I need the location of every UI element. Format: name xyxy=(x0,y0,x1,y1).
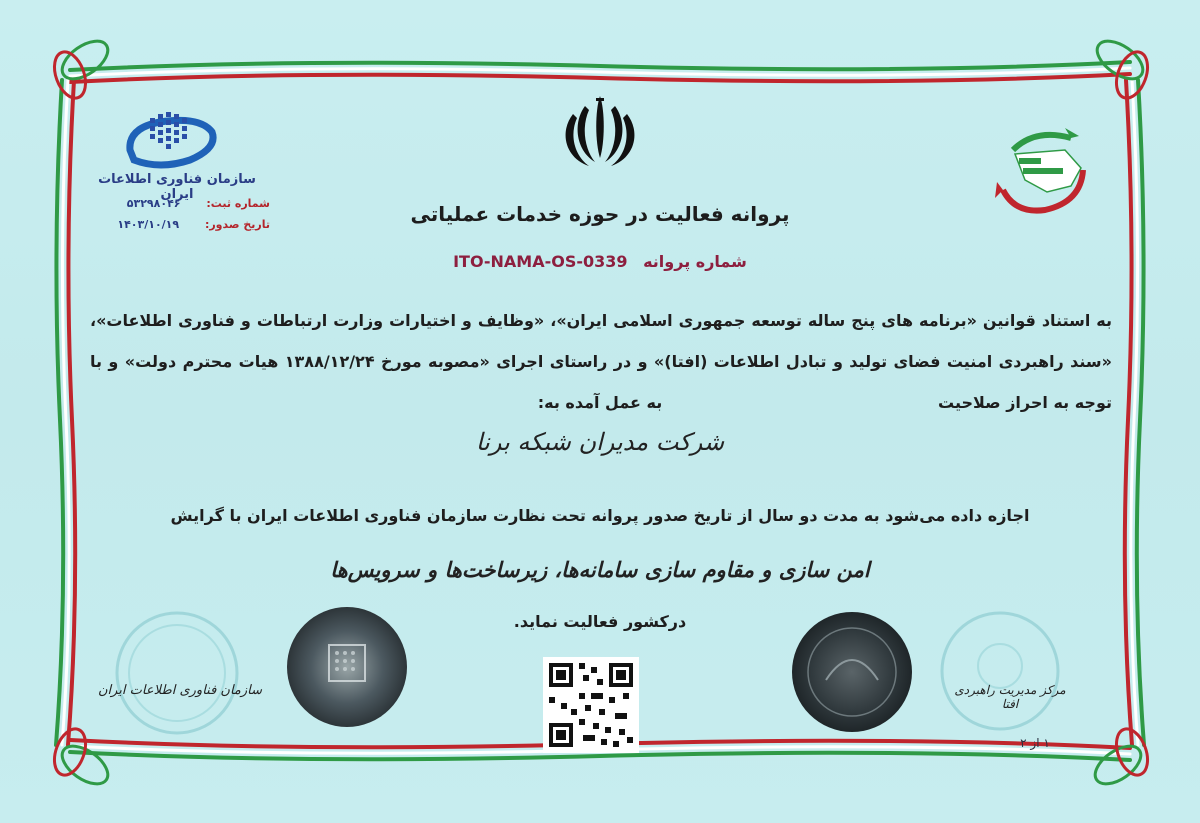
right-signature: مرکز مدیریت راهبردی افتا xyxy=(954,683,1066,711)
seal-stamp-icon xyxy=(92,608,262,738)
left-signature: سازمان فناوری اطلاعات ایران xyxy=(97,683,263,698)
hologram-icon xyxy=(790,610,915,735)
license-number-line xyxy=(0,252,1200,271)
organization-name: سازمان فناوری اطلاعات ایران xyxy=(98,172,256,202)
seal-stamp-icon xyxy=(925,606,1075,736)
page-number: ۱ از ۲ xyxy=(1020,736,1050,750)
registration-label: شماره ثبت: xyxy=(206,197,270,210)
certificate-title: پروانه فعالیت در حوزه خدمات عملیاتی xyxy=(410,202,790,226)
qr-code-icon xyxy=(543,657,639,753)
issue-date-value: ۱۴۰۳/۱۰/۱۹ xyxy=(117,218,180,231)
closing-text: درکشور فعالیت نماید. xyxy=(513,612,687,631)
legal-paragraph: به استناد قوانین «برنامه های پنج ساله توسعه جمهوری اسلامی ایران»، «وظایف و اختیارات وزارت ارتباطات و فناوری اطلاعات»، «سند راهبردی امنیت فضای تولید و تبادل اطلاعات (افتا)» و در راستای اجرای «مصوبه مورخ ۱۳۸۸/۱۲/۲۴ هیات محترم دولت» و با توجه به احراز صلاحیت xyxy=(90,311,1113,412)
issue-date-label: تاریخ صدور: xyxy=(204,218,270,231)
recipient-intro: به عمل آمده به: xyxy=(537,393,663,412)
license-number: ITO-NAMA-OS-0339 xyxy=(453,252,628,271)
ito-logo-icon xyxy=(120,108,220,178)
iran-emblem-icon xyxy=(555,92,645,172)
recipient-name: شرکت مدیران شبکه برنا xyxy=(475,428,725,456)
license-label: شماره پروانه xyxy=(643,252,747,271)
registration-value: ۵۳۲۹۸۰۴۶ xyxy=(126,197,181,210)
permission-text: اجازه داده می‌شود به مدت دو سال از تاریخ صدور پروانه تحت نظارت سازمان فناوری اطلاعات ایران با گرایش xyxy=(170,506,1030,525)
hologram-icon xyxy=(285,605,410,730)
specialty-text: امن سازی و مقاوم سازی سامانه‌ها، زیرساخت‌ها و سرویس‌ها xyxy=(330,557,870,582)
